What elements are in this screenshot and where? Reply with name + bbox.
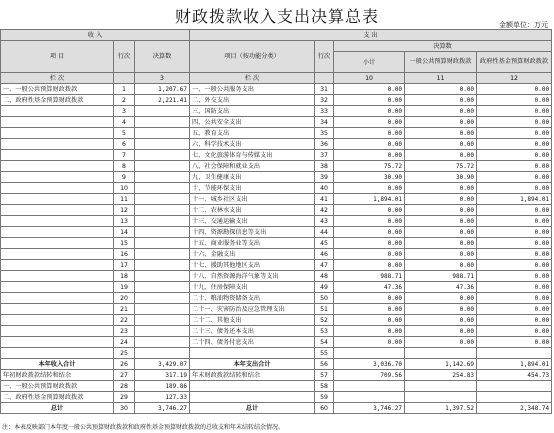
income-row-no: 4 — [114, 117, 135, 128]
expense-subtotal — [334, 392, 405, 403]
income-row-no: 16 — [114, 249, 135, 260]
expense-subtotal: 0.00 — [334, 227, 405, 238]
table-row — [1, 117, 552, 128]
expense-gov-fund: 0.00 — [477, 238, 552, 249]
income-item — [1, 216, 114, 227]
income-row-no: 7 — [114, 150, 135, 161]
expense-item: 八、社会保障和就业支出 — [190, 161, 315, 172]
col-11-index: 11 — [405, 73, 477, 84]
expense-general-budget: 0.00 — [405, 227, 477, 238]
expense-item: 二十二、其他支出 — [190, 315, 315, 326]
expense-subtotal: 75.72 — [334, 161, 405, 172]
expense-subtotal: 0.00 — [334, 84, 405, 95]
income-row-no: 11 — [114, 194, 135, 205]
income-item — [1, 194, 114, 205]
expense-row-no: 34 — [315, 117, 334, 128]
expense-subtotal: 0.00 — [334, 337, 405, 348]
income-amount — [135, 128, 190, 139]
table-row — [1, 227, 552, 238]
expense-subtotal: 0.00 — [334, 183, 405, 194]
income-amount: 317.19 — [135, 370, 190, 381]
expense-general-budget: 0.00 — [405, 216, 477, 227]
income-amount — [135, 106, 190, 117]
expense-row-no: 49 — [315, 282, 334, 293]
expense-gov-fund: 0.00 — [477, 216, 552, 227]
table-row — [1, 337, 552, 348]
expense-item: 本年支出合计 — [190, 359, 315, 370]
income-item — [1, 348, 114, 359]
income-item — [1, 271, 114, 282]
income-item — [1, 172, 114, 183]
income-rowno-header: 行次 — [114, 41, 135, 73]
expense-general-budget: 988.71 — [405, 271, 477, 282]
expense-row-no: 36 — [315, 139, 334, 150]
income-row-no: 17 — [114, 260, 135, 271]
expense-item: 十四、资源勘探信息等支出 — [190, 227, 315, 238]
expense-subtotal: 0.00 — [334, 315, 405, 326]
income-item — [1, 238, 114, 249]
expense-gov-fund: 0.00 — [477, 205, 552, 216]
income-row-no: 12 — [114, 205, 135, 216]
expense-subtotal: 0.00 — [334, 150, 405, 161]
expense-gov-fund: 0.00 — [477, 293, 552, 304]
expense-item: 五、教育支出 — [190, 128, 315, 139]
expense-row-no: 39 — [315, 172, 334, 183]
table-row — [1, 128, 552, 139]
income-item: 二、政府性基金预算财政拨款 — [1, 95, 114, 106]
income-amount — [135, 205, 190, 216]
income-amount — [135, 282, 190, 293]
expense-subtotal: 0.00 — [334, 249, 405, 260]
expense-row-no: 44 — [315, 227, 334, 238]
income-amount — [135, 315, 190, 326]
income-item: 本年收入合计 — [1, 359, 114, 370]
expense-general-budget: 0.00 — [405, 304, 477, 315]
expense-gov-fund: 0.00 — [477, 172, 552, 183]
income-item: 二、政府性基金预算财政拨款 — [1, 392, 114, 403]
expense-row-no: 37 — [315, 150, 334, 161]
expense-general-budget: 0.00 — [405, 194, 477, 205]
income-row-no: 2 — [114, 95, 135, 106]
income-row-no: 6 — [114, 139, 135, 150]
income-row-no: 5 — [114, 128, 135, 139]
income-amount — [135, 293, 190, 304]
lanci-right: 栏 次 — [190, 73, 315, 84]
expense-rowno-header: 行次 — [315, 41, 334, 73]
income-amount: 127.33 — [135, 392, 190, 403]
expense-item: 二十一、灾害防治及应急管理支出 — [190, 304, 315, 315]
table-row — [1, 326, 552, 337]
income-item — [1, 326, 114, 337]
income-row-no: 20 — [114, 293, 135, 304]
expense-item: 十九、住房保障支出 — [190, 282, 315, 293]
income-item — [1, 106, 114, 117]
expense-gov-fund — [477, 381, 552, 392]
expense-gov-fund: 0.00 — [477, 150, 552, 161]
expense-general-budget: 30.90 — [405, 172, 477, 183]
income-item — [1, 139, 114, 150]
expense-row-no: 38 — [315, 161, 334, 172]
income-row-no: 10 — [114, 183, 135, 194]
expense-subtotal — [334, 348, 405, 359]
expense-item: 二、外交支出 — [190, 95, 315, 106]
expense-subtotal: 0.00 — [334, 139, 405, 150]
expense-subtotal: 0.00 — [334, 304, 405, 315]
general-budget-header: 一般公共预算财政拨款 — [405, 52, 477, 73]
income-item — [1, 304, 114, 315]
table-row — [1, 392, 552, 403]
income-row-no: 26 — [114, 359, 135, 370]
col-12-index: 12 — [477, 73, 552, 84]
table-row — [1, 150, 552, 161]
expense-row-no: 60 — [315, 403, 334, 414]
expense-general-budget: 0.00 — [405, 139, 477, 150]
expense-general-budget: 0.00 — [405, 238, 477, 249]
expense-gov-fund — [477, 348, 552, 359]
expense-subtotal — [334, 381, 405, 392]
expense-item — [190, 348, 315, 359]
income-amount: 2,221.41 — [135, 95, 190, 106]
expense-row-no: 42 — [315, 205, 334, 216]
expense-row-no: 57 — [315, 370, 334, 381]
income-amount — [135, 337, 190, 348]
expense-gov-fund: 0.00 — [477, 282, 552, 293]
expense-subtotal: 0.00 — [334, 216, 405, 227]
income-row-no: 14 — [114, 227, 135, 238]
lanci-left: 栏 次 — [1, 73, 114, 84]
income-amount — [135, 183, 190, 194]
income-row-no: 8 — [114, 161, 135, 172]
table-row — [1, 293, 552, 304]
expense-general-budget: 75.72 — [405, 161, 477, 172]
expense-item: 二十四、债务付息支出 — [190, 337, 315, 348]
income-item — [1, 117, 114, 128]
expense-gov-fund: 0.00 — [477, 249, 552, 260]
expense-subtotal: 30.90 — [334, 172, 405, 183]
expense-item — [190, 381, 315, 392]
column-index-row — [1, 73, 552, 84]
expense-row-no: 52 — [315, 315, 334, 326]
expense-subtotal: 0.00 — [334, 238, 405, 249]
expense-row-no: 43 — [315, 216, 334, 227]
expense-general-budget — [405, 381, 477, 392]
expense-general-budget: 0.00 — [405, 326, 477, 337]
table-row — [1, 139, 552, 150]
expense-gov-fund: 0.00 — [477, 95, 552, 106]
income-amount — [135, 249, 190, 260]
income-amount-header: 决算数 — [135, 41, 190, 73]
table-row — [1, 194, 552, 205]
expense-general-budget: 1,142.69 — [405, 359, 477, 370]
income-item — [1, 293, 114, 304]
expense-item: 一、一般公共服务支出 — [190, 84, 315, 95]
table-row — [1, 238, 552, 249]
expense-row-no: 59 — [315, 392, 334, 403]
income-row-no: 3 — [114, 106, 135, 117]
income-item — [1, 183, 114, 194]
expense-gov-fund: 0.00 — [477, 315, 552, 326]
report-title: 财政拨款收入支出决算总表 — [174, 7, 379, 26]
expense-general-budget: 47.36 — [405, 282, 477, 293]
expense-item: 二十、粮油物资储备支出 — [190, 293, 315, 304]
header-row-1 — [1, 30, 552, 41]
expense-general-budget: 0.00 — [405, 150, 477, 161]
expense-row-no: 41 — [315, 194, 334, 205]
footnote: 注：本表反映部门本年度一般公共预算财政拨款和政府性基金预算财政拨款的总收支和年末结转结余情况。 — [2, 424, 285, 431]
expense-item: 总计 — [190, 403, 315, 414]
expense-item — [190, 392, 315, 403]
budget-table — [0, 29, 552, 414]
expense-gov-fund: 454.73 — [477, 370, 552, 381]
expense-general-budget: 0.00 — [405, 117, 477, 128]
income-item — [1, 227, 114, 238]
expense-subtotal: 0.00 — [334, 128, 405, 139]
expense-subtotal: 0.00 — [334, 260, 405, 271]
expense-gov-fund — [477, 392, 552, 403]
income-item — [1, 260, 114, 271]
table-row — [1, 84, 552, 95]
income-amount: 1,207.67 — [135, 84, 190, 95]
expense-item: 二十三、债务还本支出 — [190, 326, 315, 337]
table-row — [1, 370, 552, 381]
income-amount — [135, 348, 190, 359]
income-amount — [135, 117, 190, 128]
income-amount — [135, 304, 190, 315]
table-row — [1, 348, 552, 359]
income-row-no: 24 — [114, 337, 135, 348]
income-amount — [135, 194, 190, 205]
expense-general-budget — [405, 392, 477, 403]
expense-row-no: 47 — [315, 260, 334, 271]
expense-item: 十二、农林水支出 — [190, 205, 315, 216]
expense-gov-fund: 0.00 — [477, 227, 552, 238]
expense-row-no: 56 — [315, 359, 334, 370]
subtotal-header: 小计 — [334, 52, 405, 73]
expense-general-budget: 0.00 — [405, 315, 477, 326]
expense-item: 十六、金融支出 — [190, 249, 315, 260]
income-item — [1, 337, 114, 348]
income-row-no: 25 — [114, 348, 135, 359]
income-row-no: 1 — [114, 84, 135, 95]
col-10-index: 10 — [334, 73, 405, 84]
expense-general-budget: 0.00 — [405, 293, 477, 304]
income-amount — [135, 326, 190, 337]
expense-subtotal: 3,746.27 — [334, 403, 405, 414]
income-item — [1, 249, 114, 260]
expense-general-budget: 0.00 — [405, 95, 477, 106]
expense-gov-fund: 0.00 — [477, 183, 552, 194]
income-amount: 3,746.27 — [135, 403, 190, 414]
income-row-no: 18 — [114, 271, 135, 282]
income-item — [1, 128, 114, 139]
income-row-no: 30 — [114, 403, 135, 414]
expense-subtotal: 0.00 — [334, 106, 405, 117]
expense-item: 十五、商业服务业等支出 — [190, 238, 315, 249]
expense-general-budget: 0.00 — [405, 249, 477, 260]
expense-row-no: 33 — [315, 106, 334, 117]
expense-header: 支 出 — [190, 30, 552, 41]
expense-gov-fund: 2,348.74 — [477, 403, 552, 414]
expense-gov-fund: 0.00 — [477, 271, 552, 282]
table-row — [1, 260, 552, 271]
expense-gov-fund: 0.00 — [477, 161, 552, 172]
expense-general-budget: 0.00 — [405, 128, 477, 139]
expense-subtotal: 0.00 — [334, 205, 405, 216]
table-row — [1, 315, 552, 326]
income-amount — [135, 150, 190, 161]
expense-gov-fund: 0.00 — [477, 326, 552, 337]
expense-row-no: 31 — [315, 84, 334, 95]
income-amount: 3,429.07 — [135, 359, 190, 370]
expense-subtotal: 47.36 — [334, 282, 405, 293]
expense-subtotal: 0.00 — [334, 326, 405, 337]
expense-gov-fund: 1,894.01 — [477, 359, 552, 370]
expense-item: 七、文化旅游体育与传媒支出 — [190, 150, 315, 161]
table-row — [1, 106, 552, 117]
table-row — [1, 205, 552, 216]
expense-general-budget: 254.83 — [405, 370, 477, 381]
table-row — [1, 172, 552, 183]
expense-row-no: 45 — [315, 238, 334, 249]
income-row-no: 22 — [114, 315, 135, 326]
income-row-no: 13 — [114, 216, 135, 227]
income-amount — [135, 139, 190, 150]
expense-row-no: 35 — [315, 128, 334, 139]
expense-row-no: 48 — [315, 271, 334, 282]
income-item — [1, 282, 114, 293]
income-item — [1, 315, 114, 326]
amount-unit: 金额单位：万元 — [499, 21, 548, 29]
table-row — [1, 95, 552, 106]
expense-general-budget: 0.00 — [405, 205, 477, 216]
table-row — [1, 359, 552, 370]
expense-subtotal: 988.71 — [334, 271, 405, 282]
income-row-no: 21 — [114, 304, 135, 315]
expense-gov-fund: 0.00 — [477, 117, 552, 128]
expense-item: 十七、援助其他地区支出 — [190, 260, 315, 271]
expense-item-header: 项目（按功能分类） — [190, 41, 315, 73]
expense-row-no: 54 — [315, 337, 334, 348]
expense-gov-fund: 0.00 — [477, 128, 552, 139]
table-row — [1, 304, 552, 315]
income-header: 收 入 — [1, 30, 190, 41]
expense-subtotal: 0.00 — [334, 95, 405, 106]
expense-gov-fund: 0.00 — [477, 260, 552, 271]
expense-item: 十、节能环保支出 — [190, 183, 315, 194]
income-amount — [135, 161, 190, 172]
table-row — [1, 282, 552, 293]
expense-subtotal: 0.00 — [334, 117, 405, 128]
expense-subtotal: 3,036.70 — [334, 359, 405, 370]
expense-gov-fund: 1,894.01 — [477, 194, 552, 205]
income-item — [1, 150, 114, 161]
expense-subtotal: 709.56 — [334, 370, 405, 381]
income-item: 一、一般公共预算财政拨款 — [1, 381, 114, 392]
income-amount — [135, 216, 190, 227]
expense-item: 四、公共安全支出 — [190, 117, 315, 128]
income-item: 总计 — [1, 403, 114, 414]
table-row — [1, 216, 552, 227]
table-row — [1, 271, 552, 282]
income-amount — [135, 227, 190, 238]
expense-general-budget: 0.00 — [405, 84, 477, 95]
table-row — [1, 183, 552, 194]
expense-row-no: 55 — [315, 348, 334, 359]
header-row-2 — [1, 41, 552, 52]
income-row-no: 28 — [114, 381, 135, 392]
expense-subtotal: 0.00 — [334, 293, 405, 304]
income-row-no: 23 — [114, 326, 135, 337]
table-row — [1, 161, 552, 172]
income-amount: 189.86 — [135, 381, 190, 392]
expense-row-no: 46 — [315, 249, 334, 260]
expense-item: 十八、自然资源海洋气象等支出 — [190, 271, 315, 282]
expense-item: 十一、城乡社区支出 — [190, 194, 315, 205]
expense-item: 十三、交通运输支出 — [190, 216, 315, 227]
income-row-no: 15 — [114, 238, 135, 249]
expense-row-no: 51 — [315, 304, 334, 315]
expense-general-budget: 0.00 — [405, 260, 477, 271]
table-row — [1, 381, 552, 392]
expense-row-no: 50 — [315, 293, 334, 304]
income-item-header: 项 目 — [1, 41, 114, 73]
expense-general-budget: 0.00 — [405, 337, 477, 348]
table-row — [1, 249, 552, 260]
expense-general-budget: 0.00 — [405, 106, 477, 117]
income-item: 一、一般公共预算财政拨款 — [1, 84, 114, 95]
expense-general-budget — [405, 348, 477, 359]
expense-gov-fund: 0.00 — [477, 337, 552, 348]
expense-item: 三、国防支出 — [190, 106, 315, 117]
expense-amount-header: 决算数 — [334, 41, 552, 52]
income-item — [1, 205, 114, 216]
income-amount — [135, 271, 190, 282]
expense-row-no: 58 — [315, 381, 334, 392]
expense-item: 九、卫生健康支出 — [190, 172, 315, 183]
income-amount — [135, 260, 190, 271]
expense-subtotal: 1,894.01 — [334, 194, 405, 205]
income-item: 年初财政拨款结转和结余 — [1, 370, 114, 381]
expense-general-budget: 0.00 — [405, 183, 477, 194]
income-row-no: 27 — [114, 370, 135, 381]
expense-row-no: 53 — [315, 326, 334, 337]
expense-item: 六、科学技术支出 — [190, 139, 315, 150]
gov-fund-header: 政府性基金预算财政拨款 — [477, 52, 552, 73]
income-item — [1, 161, 114, 172]
income-amount — [135, 238, 190, 249]
col-3-index: 3 — [135, 73, 190, 84]
table-row — [1, 403, 552, 414]
expense-gov-fund: 0.00 — [477, 84, 552, 95]
expense-gov-fund: 0.00 — [477, 139, 552, 150]
expense-general-budget: 1,397.52 — [405, 403, 477, 414]
expense-row-no: 32 — [315, 95, 334, 106]
expense-row-no: 40 — [315, 183, 334, 194]
expense-gov-fund: 0.00 — [477, 106, 552, 117]
expense-gov-fund: 0.00 — [477, 304, 552, 315]
expense-item: 年末财政拨款结转和结余 — [190, 370, 315, 381]
income-amount — [135, 172, 190, 183]
income-row-no: 19 — [114, 282, 135, 293]
income-row-no: 9 — [114, 172, 135, 183]
income-row-no: 29 — [114, 392, 135, 403]
